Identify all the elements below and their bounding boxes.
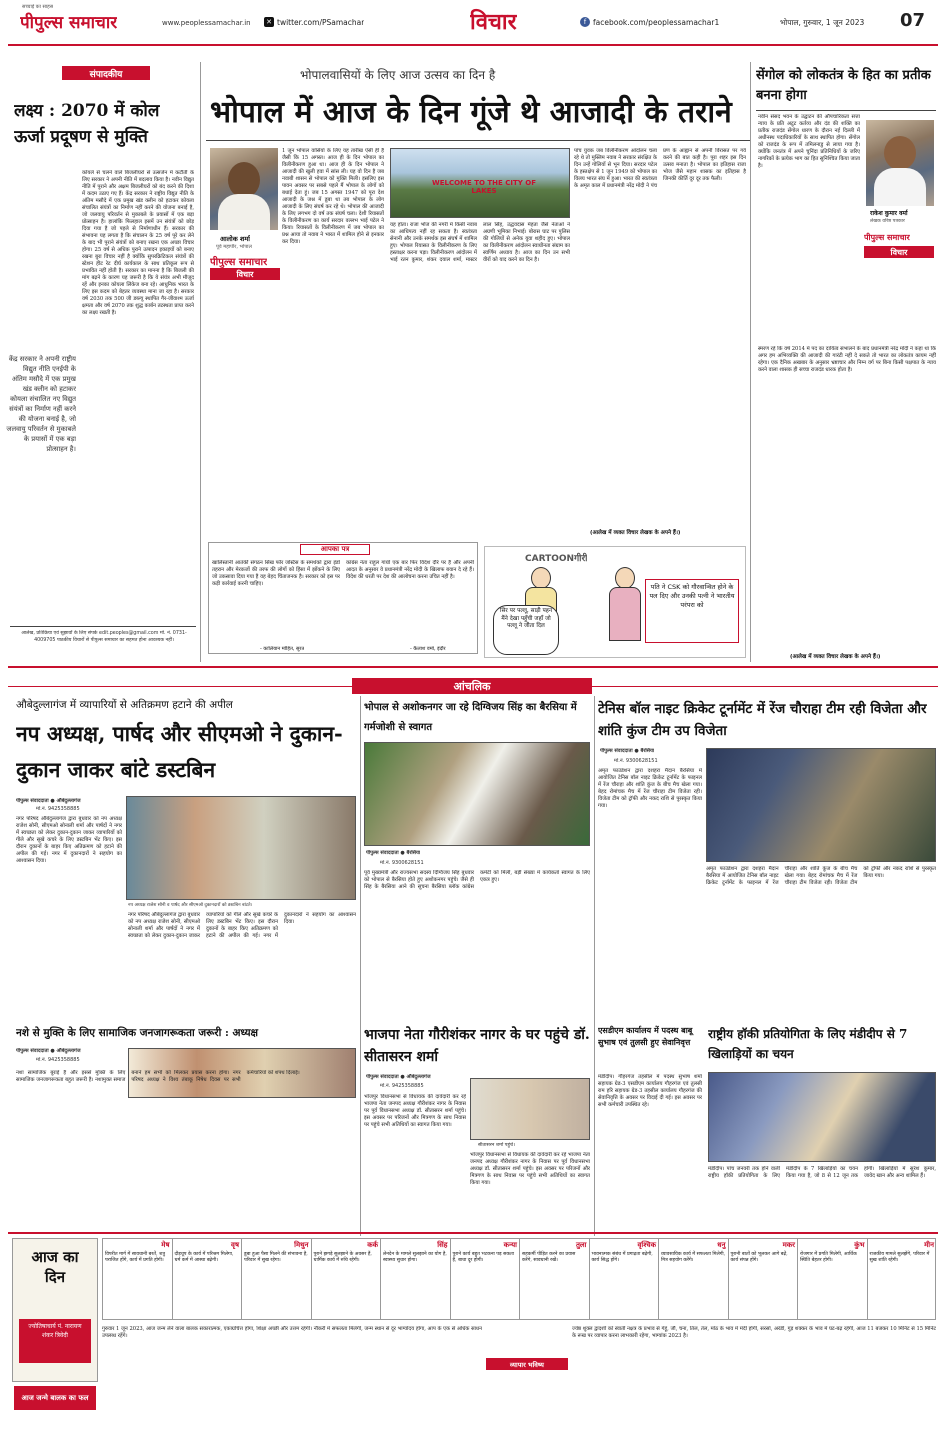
reg2-byline: पीपुल्स संवाददाता ● औबेदुल्लागंज: [16, 1048, 81, 1054]
right-body-2: स्मरण रहे कि वर्ष 2014 में पद का दायित्व संभालने के बाद प्रधानमंत्री नरेंद्र मोदी ने कहा था कि अगर हम अभिव्यक्ति की आजादी की गारंटी नहीं दे सकते तो भारत का लोकतंत्र कायम नहीं रहेगा। एक दैनिक अखबार के अनुसार भ्रष्टाचार और निम्न वर्ग पर बिना किसी पक्षपात के न्याय करने वाला शासक ही सच्चा राजदंड धारक होता है।: [758, 346, 936, 373]
reg1-kicker: औबेदुल्लागंज में व्यापारियों से अतिक्रमण हटाने की अपील: [16, 699, 233, 711]
regional-band: आंचलिक: [352, 678, 592, 694]
rashi-name: मीन: [924, 1241, 934, 1249]
reg1-headline: नप अध्यक्ष, पार्षद और सीएमओ ने दुकान-दुकान जाकर बांटे डस्टबिन: [16, 721, 343, 782]
reg5-body-cont: अमृत फाउंडेशन द्वारा दशहरा मैदान बैरसिया में आयोजित टेनिस बॉल नाइट क्रिकेट टूर्नामेंट के फाइनल में रेंज चौराहा और शांति कुंज के बीच मैच खेला गया। बेहद रोमांचक मैच में रेंज चौराहा टीम विजेता रही। विजेता टीम को ट्रॉफी और नकद राशि से पुरस्कृत किया गया।: [706, 866, 936, 886]
cartoon-panel: [484, 546, 746, 658]
reg4-mobile: मो.नं. 9425358885: [380, 1083, 424, 1089]
right-headline: सेंगोल को लोकतंत्र के हित का प्रतीक बनना होगा: [756, 68, 931, 103]
vyapar-text: ज्येष्ठ शुक्ल द्वादशी को स्वाती नक्षत्र के प्रभाव से गेहूं, जौ, चना, तिल, तेल, मोठ के भाव में मंदी होगी, सरसों, अरंडी, गुड़ शक्कर के भाव में घट-बढ़ रहेगी, आज 11 बजकर 10 मिनिट से 15 मिनिट के रूख पर व्यापार करना लाभकारी रहेगा, भाग्यांक 2023 है।: [572, 1326, 936, 1339]
rashi-8: [590, 1239, 660, 1320]
birth-text: गुरुवार 1 जून 2023, आज जन्म लेने वाला बालक सकारात्मक, एकाग्रचित्त होगा, शिक्षा अच्छी और उत्तम रहेगी। नौकरी में सफलता मिलेगी, जन्म स्थान से दूर भाग्योदय होगा, आप के एक से अधिक साधन उपलब्ध रहेंगे।: [102, 1326, 482, 1339]
letter-2: कांग्रेस नेता राहुल गांधी एक बार फिर विदेश दौरे पर हैं और अपनी आदत के अनुसार वे प्रधानमंत्री नरेंद्र मोदी के खिलाफ बयान दे रहे हैं। विदेश की धरती पर देश की आलोचना करना उचित नहीं है।: [346, 560, 474, 580]
lead-col2: यह होता। राजा भोज की नगरी में किसी नवाब का आधिपत्य नहीं रह सकता है। स्वतंत्रता सेनानी और उनके समर्थक इस संघर्ष में शामिल हुए। भोपाल रियासत के विलीनीकरण के लिए हस्ताक्षर करना पड़ा। विलीनीकरण आंदोलन में भाई रतन कुमार, शंकर दयाल शर्मा, मास्टर लाल सिंह, उद्धवदास मेहता जैसे नेताओं ने अग्रणी भूमिका निभाई। बोरास घाट पर पुलिस की गोलियों से अनेक युवा शहीद हुए। भोपाल का विलीनीकरण आंदोलन स्वाधीनता संग्राम का स्वर्णिम अध्याय है। आज का दिन उन सभी वीरों को याद करने का दिन है।: [390, 222, 570, 263]
logo[interactable]: पीपुल्स समाचार: [20, 13, 118, 33]
section-title: विचार: [470, 9, 517, 35]
reg6-body: मंडीदीप। गौहरगंज तहसील में पदस्थ सुभाष शर्मा सहायक ग्रेड-3 एसडीएम कार्यालय गौहरगंज एवं तुलसी राम हरि सहायक ग्रेड-3 तहसील कार्यालय गौहरगंज की सेवानिवृत्ति के अवसर पर विदाई दी गई। इस अवसर पर सभी कर्मचारी उपस्थित रहे।: [598, 1074, 702, 1108]
rashi-text: डूबा हुआ पैसा मिलने की संभावना है, परिवार में सुख रहेगा।: [244, 1252, 308, 1264]
rashi-name: वृष: [231, 1241, 239, 1249]
twitter-handle[interactable]: twitter.com/PSamachar: [277, 18, 365, 27]
rashi-name: कुंभ: [854, 1241, 865, 1249]
reg5-headline: टेनिस बॉल नाइट क्रिकेट टूर्नामेंट में रेंज चौराहा टीम रही विजेता और शांति कुंज टीम उप विजेता: [598, 701, 927, 739]
reg5-mobile: मो.नं. 9300628151: [614, 758, 658, 764]
lead-note: (आलेख में व्यक्त विचार लेखक के अपने हैं।): [590, 530, 681, 536]
page-number: 07: [900, 10, 926, 31]
rashi-12: [868, 1239, 937, 1320]
right-vichar-tag: विचार: [864, 246, 934, 258]
reg7-headline: राष्ट्रीय हॉकी प्रतियोगिता के लिए मंडीदीप से 7 खिलाड़ियों का चयन: [708, 1027, 908, 1061]
cartoon-title: CARTOONगीरी: [525, 554, 588, 564]
right-body-1: नवीन संसद भवन के उद्घाटन की औपचारिकता सत्ता न्याय के प्रति अटूट कर्तव्य और दंड की शक्ति का प्रतीक राजदंड सेंगोल धारण के दौरान नई दिल्ली में अधीनस्थ पदाधिकारियों के साथ स्थापित होगा। सेंगोल को राजदंड के रूप में तमिलनाडु से लाया गया है। क्योंकि जनतंत्र में अपने चुनिंदा प्रतिनिधियों के जरिए नागरिकों के प्रत्येक भाग का हित सुनिश्चित किया जाता है।: [758, 114, 860, 169]
rashi-text: विपरीत मार्ग में सावधानी बरतें, शत्रु पराजित होंगे, कार्य में प्रगति होगी।: [105, 1252, 165, 1264]
lead-col1: 1 जून भोपाल वासियों के लिए यह तारीख ऐसी ही है जैसी कि 15 अगस्त। आज ही के दिन भोपाल का विलीनीकरण हुआ था। आज ही के दिन भोपाल ने आजादी की खुली हवा में सांस ली। यह वो दिन है जब नवाबी शासन से भोपाल को मुक्ति मिली। इसलिए इस पावन अवसर पर सबसे पहले मैं भोपाल के लोगों को बधाई देता हूं। जब 15 अगस्त 1947 को पूरा देश आजादी के जश्न में डूबा था तब भोपाल के लोग आजादी के लिए संघर्ष कर रहे थे। भोपाल की आजादी के लिए लगभग दो वर्ष तक संघर्ष चला। देशी रियासतों के विलीनीकरण का कार्य सरदार वल्लभ भाई पटेल ने किया। रियासतों के विलीनीकरण में जब भोपाल का प्रश्न आया तो नवाब ने भारत में शामिल होने से इनकार कर दिया।: [282, 148, 384, 245]
facebook-handle[interactable]: facebook.com/peoplessamachar1: [593, 18, 720, 27]
right-vichar-logo: पीपुल्स समाचार: [864, 233, 910, 242]
rashi-2: [173, 1239, 243, 1320]
reg3-mobile: मो.नं. 9300628151: [380, 860, 424, 866]
masthead: [0, 0, 945, 44]
reg2-headline: नशे से मुक्ति के लिए सामाजिक जनजागरूकता जरूरी : अध्यक्ष: [16, 1027, 259, 1039]
rashi-strip: [102, 1238, 936, 1320]
lead-col3: पांच युवक जब विलीनीकरण आंदोलन चला रहे थे तो मुस्लिम नवाब ने सरकार संरक्षित के दिन उन्हें गोलियों से भून दिया। सरदार पटेल के हस्तक्षेप से 1 जून 1949 को भोपाल का विलय भारत संघ में हुआ। भारत की स्वतंत्रता के अमृत काल में प्रधानमंत्री नरेंद्र मोदी ने पंच प्रण के आह्वान से अपनी विरासत पर गर्व करने की बात कही है। पूरा शहर इस दिन उत्सव मनाता है। भोपाल का इतिहास राजा भोज जैसे महान शासक का इतिहास है जिनकी कीर्ति दूर दूर तक फैली।: [574, 148, 746, 189]
vichar-tag: विचार: [210, 268, 280, 280]
reg1-body: नगर परिषद औबेदुल्लागंज द्वारा बुधवार को नप अध्यक्ष राजेश सोनी, सीएमओ सोनाली शर्मा और पार्षदों ने नगर में स्वच्छता को लेकर दुकान-दुकान जाकर व्यापारियों को गीले और सूखे कचरे के लिए डस्टबिन भेंट किए। इस दौरान दुकानों के बाहर किए अतिक्रमण को हटाने की अपील की गई। नगर में दुकानदारों ने सहयोग का आश्वासन दिया।: [16, 816, 122, 864]
reg5-photo: [706, 748, 936, 862]
reg4-body-cont: भोजपुर विधानसभा से विधायक की दावेदारी कर रहे भाजपा नेता जनपद अध्यक्ष गौरीशंकर नागर के निवास पर पूर्व विधानसभा अध्यक्ष डॉ. सीतासरन शर्मा पहुंचे। इस अवसर पर परिजनों और मित्रगण के साथ निवास पर पहुंचे सभी अतिथियों का स्वागत किया गया।: [470, 1152, 590, 1186]
twitter-icon: ✕: [264, 17, 274, 27]
website[interactable]: www.peoplessamachar.in: [162, 19, 251, 27]
aaj-ka-din: आज का दिन: [31, 1248, 79, 1286]
right-author-role: लेखक वरिष्ठ पत्रकार: [870, 219, 905, 224]
letter-1-sign: - कालियान मोहित, सूरत: [260, 646, 305, 652]
rashi-name: सिंह: [437, 1241, 448, 1249]
rashi-1: [103, 1239, 173, 1320]
reg5-byline: पीपुल्स संवाददाता ● बैरसिया: [600, 748, 655, 754]
rashi-text: पुराने कार्य बहुत भटकना पड़ सकता है, बाधा दूर होगी।: [452, 1252, 515, 1264]
reg2-body: नशा सामाजिक बुराई है और इससे मुक्ति के लिए सामाजिक जनजागरूकता बहुत जरूरी है। नशामुक्त समाज बनाने हम सभी को मिलकर प्रयास करना होगा। नगर परिषद अध्यक्ष ने विश्व तंबाकू निषेध दिवस पर सभी कर्मचारियों को शपथ दिलाई।: [16, 1070, 300, 1083]
author-photo: [210, 148, 278, 230]
birth-tag: आज जन्मे बालक का फल: [14, 1386, 96, 1410]
rashi-6: [451, 1239, 521, 1320]
reg4-byline: पीपुल्स संवाददाता ● औबेदुल्लागंज: [366, 1074, 431, 1080]
right-note: (आलेख में व्यक्त विचार लेखक के अपने हैं।): [790, 654, 881, 660]
reg7-photo: [708, 1072, 936, 1162]
right-author-photo: [866, 120, 934, 206]
rashi-name: मेष: [161, 1241, 170, 1249]
lead-headline: भोपाल में आज के दिन गूंजे थे आजादी के तराने: [210, 95, 732, 130]
welcome-sign: WELCOME TO THE CITY OF LAKES: [431, 179, 536, 195]
reg1-body-cont: नगर परिषद औबेदुल्लागंज द्वारा बुधवार को नप अध्यक्ष राजेश सोनी, सीएमओ सोनाली शर्मा और पार्षदों ने नगर में स्वच्छता को लेकर दुकान-दुकान जाकर व्यापारियों को गीले और सूखे कचरे के लिए डस्टबिन भेंट किए। इस दौरान दुकानों के बाहर किए अतिक्रमण को हटाने की अपील की गई। नगर में दुकानदारों ने सहयोग का आश्वासन दिया।: [128, 912, 356, 939]
rashi-text: राजकीय मामले सुलझेंगे, परिवार में सुख शांति रहेगी।: [869, 1252, 930, 1264]
letters-title: आपका पत्र: [300, 544, 370, 555]
rashi-name: तुला: [575, 1241, 587, 1249]
editorial-contact: आलेख, प्रतिक्रिया एवं सुझावों के लिए संपर्क edit.peoples@gmail.com मो. नं. 0731-4009705 पाठकीय विचारों से पीपुल्स समाचार का सहमत होना आवश्यक नहीं।: [21, 631, 187, 643]
rashi-text: रोजगार में प्रगति मिलेगी, आर्थिक स्थिति बेहतर होगी।: [800, 1252, 857, 1264]
reg1-byline: पीपुल्स संवाददाता ● औबेदुल्लागंज: [16, 798, 81, 804]
rashi-9: [659, 1239, 729, 1320]
reg2-mobile: मो.नं. 9425358885: [36, 1057, 80, 1063]
rashi-11: [798, 1239, 868, 1320]
reg4-body: भोजपुर विधानसभा से विधायक की दावेदारी कर रहे भाजपा नेता जनपद अध्यक्ष गौरीशंकर नागर के निवास पर पूर्व विधानसभा अध्यक्ष डॉ. सीतासरन शर्मा पहुंचे। इस अवसर पर परिजनों और मित्रगण के साथ निवास पर पहुंचे सभी अतिथियों का स्वागत किया गया।: [364, 1094, 466, 1128]
editorial-pullout: केंद्र सरकार ने अपनी राष्ट्रीय विद्युत नीति एनईपी के अंतिम मसौदे में एक प्रमुख खंड क्लीन को हटाकर कोयला संचालित नए विद्युत संयंत्रों का निर्माण नहीं करने की योजना बनाई है, जो जलवायु परिवर्तन से मुकाबले के प्रयासों में एक बड़ा प्रोत्साहन है।: [6, 355, 76, 453]
editorial-body: कोयले से चलने वाले बिजलीघरों से उत्सर्जन में कटौती के लिए सरकार ने अपनी नीति में बदलाव किया है। नवीन विद्युत नीति में पुराने और अक्षम बिजलीघरों को बंद करने की दिशा में कदम उठाए गए हैं। केंद्र सरकार ने राष्ट्रीय विद्युत नीति के अंतिम मसौदे में एक प्रमुख खंड क्लीन को हटाकर कोयला संचालित संयंत्रों का निर्माण नहीं करने की योजना बनाई है, जो जलवायु परिवर्तन से मुकाबले के प्रयासों में एक बड़ा प्रोत्साहन है। हालांकि फिलहाल इसमें उन संयंत्रों को छोड़ दिया गया है जो पहले से निर्माणाधीन हैं। सरकार की संभावना यह लगता है कि संचालन के 25 वर्ष पूरे कर लेने के बाद भी पुराने संयंत्रों को बनाए रखना एक अच्छा विचार होगा। 25 वर्ष से अधिक पुराने उत्पादन इकाइयों को बनाए रखना बुरा विचार नहीं है क्योंकि सुपरक्रिटिकल संयंत्रों की स्टेशन हीट रेट दीर्घ कार्यकाल के साथ प्रतिकूल रूप से प्रभावित नहीं होती है। सरकार का मानना है कि बिजली की मांग बढ़ने के कारण यह जरूरी है कि ये संयंत्र अभी मौजूद रहें और इनका कोयला लिंकेज बना रहे। आधुनिक भारत के लिए इस कदम को बेहतर व्यवस्था माना जा रहा है। सरकार वर्ष 2030 तक 500 जी डब्ल्यू स्थापित गैर-जीवाश्म ऊर्जा क्षमता और वर्ष 2070 तक शुद्ध कार्बन तटस्थता प्राप्त करने का लक्ष्य रखती है।: [82, 170, 194, 316]
rashi-name: मकर: [782, 1241, 795, 1249]
lake-photo: [390, 148, 570, 218]
letter-1: खालिस्तानी आतंकी संगठन सिख फॉर जस्टिस के समर्थकों द्वारा इंडो तहरान और मेरकजों की तरफ की लोगों को हिंसा में झोंकने के लिए जो उकसावा दिया गया है वह बेहद चिंताजनक है। सरकार को इस पर कड़ी कार्रवाई करनी चाहिए।: [212, 560, 340, 587]
rashi-text: दौड़धूप के कार्य में परिश्रम मिलेगा, धर्म कर्म में आस्था बढ़ेगी।: [174, 1252, 234, 1264]
reg1-photo: [126, 796, 356, 900]
editorial-tag: संपादकीय: [62, 66, 150, 80]
lead-kicker: भोपालवासियों के लिए आज उत्सव का दिन है: [300, 68, 496, 82]
reg1-mobile: मो.नं. 9425358885: [36, 806, 80, 812]
tagline: सच्चाई का साहस: [22, 4, 54, 10]
letter-2-sign: - कैलाश वर्मा, इंदौर: [410, 646, 446, 652]
rashi-name: धनु: [717, 1241, 726, 1249]
reg6-headline: एसडीएम कार्यालय में पदस्थ बाबू सुभाष एवं तुलसी हुए सेवानिवृत्त: [598, 1025, 693, 1047]
rashi-5: [381, 1239, 451, 1320]
reg3-body: पूर्व मुख्यमंत्री और राज्यसभा सदस्य दिग्विजय सिंह बुधवार को भोपाल से बैरसिया होते हुए अशोकनगर पहुंचे। जैसे ही सिंह के बैरसिया आने की सूचना बैरसिया ब्लॉक कांग्रेस कमेटी को मिली, बड़ी संख्या में कार्यकर्ता स्वागत के लिए एकत्र हुए।: [364, 870, 590, 890]
cartoon-woman: [605, 567, 645, 641]
right-author-name: राकेश कुमार वर्मा: [870, 210, 908, 217]
rashi-text: भावनात्मक संबंध में प्रगाढ़ता बढ़ेगी, कार्य सिद्ध होंगे।: [591, 1252, 653, 1264]
aaj-ka-din-box: [12, 1238, 98, 1382]
editorial-title: लक्ष्य : 2070 में कोल ऊर्जा प्रदूषण से मुक्ति: [14, 101, 160, 147]
vichar-logo: पीपुल्स समाचार: [210, 257, 268, 268]
cartoon-bubble-left: सिर पर पल्लू, साड़ी पहन मैंने देखा पहुँची जहाँ जो पल्लू ने जीता दिल: [493, 605, 559, 655]
vyapar-tag: व्यापार भविष्य: [486, 1358, 568, 1370]
author-role: पूर्व महापौर, भोपाल: [216, 244, 252, 250]
reg3-byline: पीपुल्स संवाददाता ● बैरसिया: [366, 850, 421, 856]
rashi-text: पुरानी बातों को भूलकर आगे बढ़ें, कार्य संपन्न होंगे।: [730, 1252, 788, 1264]
rashi-7: [520, 1239, 590, 1320]
reg1-caption: नप अध्यक्ष राजेश सोनी व पार्षद और सीएमओ दुकानदारों को डस्टबिन बांटते।: [128, 903, 253, 908]
rashi-4: [312, 1239, 382, 1320]
reg3-photo: [364, 742, 590, 846]
author-name: आलोक शर्मा: [220, 235, 250, 243]
cartoon-bubble-right: पति ने CSK को गौरवान्वित होने के पल दिए और उनकी पत्नी ने भारतीय परंपरा को: [645, 579, 739, 643]
rashi-text: व्यावसायिक कार्य में सफलता मिलेगी, मित्र सहयोग करेंगे।: [661, 1252, 726, 1264]
reg4-photo: [470, 1078, 590, 1140]
reg3-headline: भोपाल से अशोकनगर जा रहे दिग्विजय सिंह का बैरसिया में गर्मजोशी से स्वागत: [364, 702, 577, 733]
facebook-icon: f: [580, 17, 590, 27]
reg4-caption: सीतासरन शर्मा पहुंचे।: [478, 1143, 515, 1148]
edition-date: भोपाल, गुरुवार, 1 जून 2023: [780, 18, 865, 27]
rashi-name: वृश्चिक: [637, 1241, 656, 1249]
rashi-text: सहकर्मी पीड़ित करने का प्रयास करेंगे, सावधानी रखें।: [522, 1252, 576, 1264]
reg4-headline: भाजपा नेता गौरीशंकर नागर के घर पहुंचे डॉ. सीतासरन शर्मा: [364, 1027, 590, 1065]
rashi-3: [242, 1239, 312, 1320]
rashi-10: [729, 1239, 799, 1320]
astrologer-box: ज्योतिषाचार्य पं. नारायण शंकर त्रिवेदी: [19, 1319, 91, 1363]
rashi-name: मिथुन: [294, 1241, 309, 1249]
rashi-name: कर्क: [367, 1241, 378, 1249]
reg7-body: मंडीदीप। पांच जनवरी तक होने वाली राष्ट्रीय हॉकी प्रतियोगिता के लिए मंडीदीप के 7 खिलाड़ियों का चयन किया गया है, जो 8 से 12 जून तक होगी। खिलाड़ियों में सुरेश कुमार, जावेद खान और अन्य शामिल हैं।: [708, 1166, 936, 1179]
rashi-name: कन्या: [503, 1241, 517, 1249]
rashi-text: पुराने झगड़े सुलझाने के अवसर हैं, धार्मिक कार्य में रुचि रहेगी।: [313, 1252, 372, 1264]
rashi-text: लेनदेन के मामले सुलझाने का योग है, स्वास्थ्य सुधार होगा।: [383, 1252, 447, 1264]
reg5-body: अमृत फाउंडेशन द्वारा दशहरा मैदान बैरसिया में आयोजित टेनिस बॉल नाइट क्रिकेट टूर्नामेंट के फाइनल में रेंज चौराहा और शांति कुंज के बीच मैच खेला गया। बेहद रोमांचक मैच में रेंज चौराहा टीम विजेता रही। विजेता टीम को ट्रॉफी और नकद राशि से पुरस्कृत किया गया।: [598, 768, 702, 809]
